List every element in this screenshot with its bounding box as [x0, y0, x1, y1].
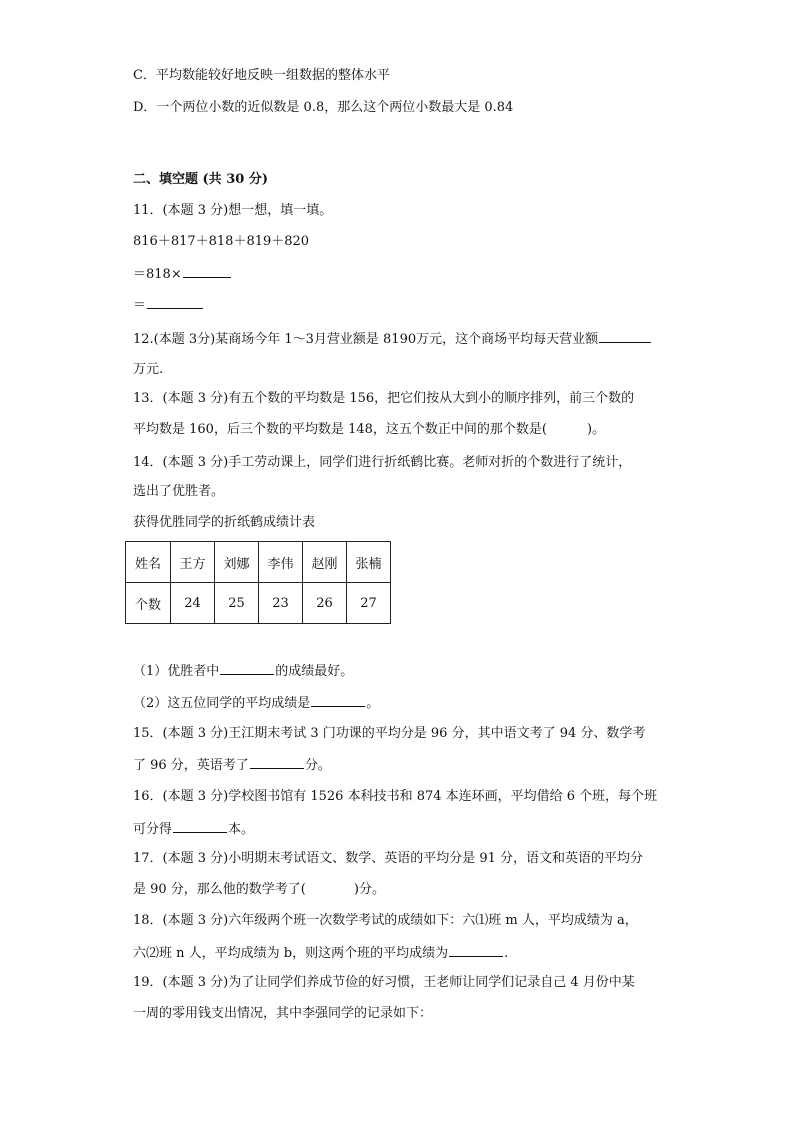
option-d: D．一个两位小数的近似数是 0.8，那么这个两位小数最大是 0.84 — [133, 100, 514, 115]
q15-suffix: 分。 — [304, 758, 331, 773]
table-row — [126, 583, 391, 624]
table-cell: 25 — [215, 583, 259, 624]
q11-step2-text: ＝ — [133, 298, 147, 313]
q11-blank-1[interactable] — [183, 265, 231, 278]
q12-line2: 万元. — [133, 362, 164, 377]
q18-line2 — [133, 944, 508, 962]
q15-line2 — [133, 756, 331, 774]
table-cell: 个数 — [126, 583, 171, 624]
table-header-cell: 赵刚 — [303, 542, 347, 583]
q11-step2 — [133, 296, 204, 314]
q12-text: 12.(本题 3分)某商场今年 1～3月营业额是 8190万元，这个商场平均每天营业额 — [133, 332, 599, 347]
q16-text: 可分得 — [133, 822, 173, 837]
q18-suffix: . — [504, 946, 509, 961]
q14-sub1-text: （1）优胜者中 — [133, 664, 220, 679]
q13-line1: 13．(本题 3 分)有五个数的平均数是 156，把它们按从大到小的顺序排列，前三个数的 — [133, 391, 635, 406]
q14-sub1 — [133, 662, 353, 680]
q11-blank-2[interactable] — [147, 296, 203, 309]
q14-line1: 14．(本题 3 分)手工劳动课上，同学们进行折纸鹤比赛。老师对折的个数进行了统计， — [133, 455, 632, 470]
q13-close: )。 — [586, 422, 606, 437]
q12-blank[interactable] — [599, 330, 651, 343]
q17-text: 是 90 分，那么他的数学考了( — [133, 882, 306, 897]
q11-stem: 11．(本题 3 分)想一想，填一填。 — [133, 203, 333, 218]
scores-table — [125, 541, 391, 624]
option-c: C．平均数能较好地反映一组数据的整体水平 — [133, 68, 390, 83]
table-cell: 27 — [347, 583, 391, 624]
q14-sub2-suffix: 。 — [366, 696, 380, 711]
q18-line1: 18．(本题 3 分)六年级两个班一次数学考试的成绩如下：六⑴班 m 人，平均成绩为 a， — [133, 913, 638, 928]
q14-blank-2[interactable] — [311, 694, 365, 707]
table-cell: 26 — [303, 583, 347, 624]
q11-expression: 816＋817＋818＋819＋820 — [133, 234, 310, 249]
q14-sub1-suffix: 的成绩最好。 — [275, 664, 354, 679]
table-header-cell: 李伟 — [259, 542, 303, 583]
section-heading: 二、填空题 (共 30 分) — [133, 172, 268, 187]
table-header-cell: 刘娜 — [215, 542, 259, 583]
q14-sub2-text: （2）这五位同学的平均成绩是 — [133, 696, 311, 711]
q15-blank[interactable] — [250, 756, 304, 769]
q11-step1-text: ＝818× — [133, 267, 182, 282]
q15-text: 了 96 分，英语考了 — [133, 758, 249, 773]
table-header-cell: 张楠 — [347, 542, 391, 583]
q18-blank[interactable] — [449, 944, 503, 957]
q16-line2 — [133, 820, 254, 838]
q17-line1: 17．(本题 3 分)小明期末考试语文、数学、英语的平均分是 91 分，语文和英语的平均分 — [133, 851, 644, 866]
table-cell: 23 — [259, 583, 303, 624]
q11-step1 — [133, 265, 232, 283]
q16-blank[interactable] — [173, 820, 227, 833]
q14-line2: 选出了优胜者。 — [133, 484, 225, 499]
q16-line1: 16．(本题 3 分)学校图书馆有 1526 本科技书和 874 本连环画，平均借给 6 个班，每个班 — [133, 789, 658, 804]
q13-text: 平均数是 160，后三个数的平均数是 148，这五个数正中间的那个数是( — [133, 422, 547, 437]
q15-line1: 15．(本题 3 分)王江期末考试 3 门功课的平均分是 96 分，其中语文考了 94 分、数学考 — [133, 726, 646, 741]
q17-suffix: )分。 — [353, 882, 385, 897]
q12-line1 — [133, 330, 652, 348]
q14-table-caption: 获得优胜同学的折纸鹤成绩计表 — [133, 515, 316, 530]
q19-line2: 一周的零用钱支出情况，其中李强同学的记录如下： — [133, 1006, 433, 1021]
table-header-cell: 姓名 — [126, 542, 171, 583]
q19-line1: 19．(本题 3 分)为了让同学们养成节俭的好习惯，王老师让同学们记录自己 4 月份中某 — [133, 975, 635, 990]
q16-suffix: 本。 — [228, 822, 255, 837]
table-header-cell: 王方 — [171, 542, 215, 583]
table-cell: 24 — [171, 583, 215, 624]
q18-text: 六⑵班 n 人，平均成绩为 b，则这两个班的平均成绩为 — [133, 946, 449, 961]
q14-sub2 — [133, 694, 379, 712]
q13-line2 — [133, 422, 605, 438]
table-row — [126, 542, 391, 583]
q14-blank-1[interactable] — [220, 662, 274, 675]
q17-line2 — [133, 882, 385, 898]
